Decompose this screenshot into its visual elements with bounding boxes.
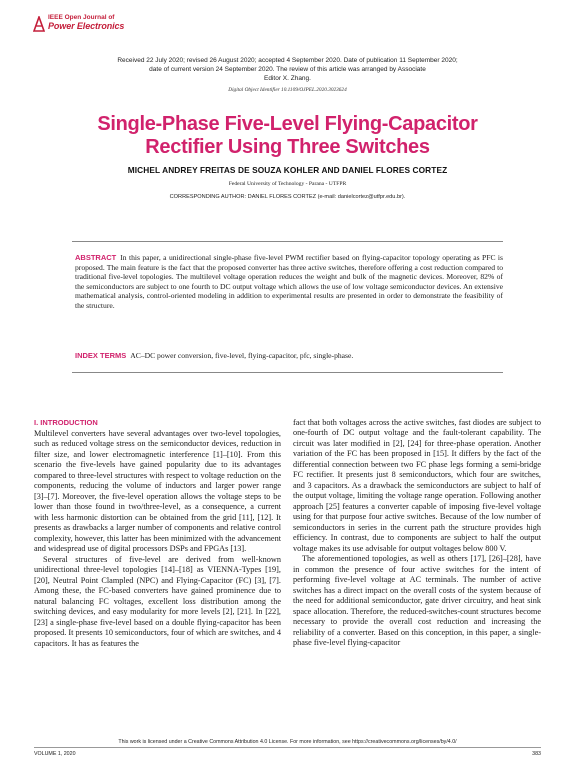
authors: MICHEL ANDREY FREITAS DE SOUZA KOHLER AND DANIEL FLORES CORTEZ bbox=[127, 165, 448, 175]
index-terms bbox=[75, 351, 503, 361]
volume-label: VOLUME 1, 2020 bbox=[34, 751, 76, 757]
paragraph: Several structures of five-level are derived from well-known unidirectional three-level topologies [14]–[18] as VIENNA-Types [19], [20], Neutral Point Clampled (NPC) and Flying-Capacitor (FC) [3], [7]. Among these, the FC-based converters have gained prominence due to natural balancing FC voltages, excellent loss distribution among the switching devices, and easy modularity for more levels [2], [21]. In [22], [23] a single-phase five-level based on a double flying-capacitor has been proposed. It presents 10 semiconductors, four of which are switches, and 4 capacitors. It has as features the bbox=[34, 554, 281, 648]
abstract-bottom-rule bbox=[72, 372, 503, 373]
index-terms-text: AC–DC power conversion, five-level, flying-capacitor, pfc, single-phase. bbox=[130, 351, 354, 360]
ieee-logo-icon bbox=[33, 16, 45, 32]
affiliation: Federal University of Technology - Parana - UTFPR bbox=[228, 181, 347, 187]
paragraph: The aforementioned topologies, as well as others [17], [26]–[28], have in common the presence of four active switches for the intent of performing five-level voltage at AC terminals. The number of active switches has a direct impact on the overall costs of the system because of the need for additional semiconductor, gate driver circuitry, and heat sink space allocation. Therefore, the reduced-switches-count structures become necessary to provide the overall cost reduction and increasing the reliability of a converter. Based on this conception, in this paper, a single-phase five-level flying-capacitor bbox=[293, 554, 541, 648]
journal-name-top: IEEE Open Journal of bbox=[48, 14, 115, 21]
received-line-1: Received 22 July 2020; revised 26 August 2020; accepted 4 September 2020. Date of publication 11 September 2020; bbox=[117, 57, 458, 64]
paragraph: fact that both voltages across the active switches, fast diodes are subject to one-fourth of DC output voltage and the fault-tolerant capability. The circuit was later modified in [2], [24] for three-phase operation. Another variation of the FC has been proposed in [15]. It differs by the fact of the differential connection between two FC phase legs forming a semi-bridge FC rectifier. It presents just 8 semiconductors, which four are switches, and 3 capacitors. As a drawback the semiconductors are subject to half of the output voltage, limiting the voltage range operation. Following another approach [25] features a converter capable of imposing five-level voltage using for that purpose four active switches. Because of the low number of semiconductors in series in the current path the structure provides high efficiency. In contrast, due to components are subject to half the output voltage makes its use advisable for output voltages below 800 V. bbox=[293, 418, 541, 553]
doi-line: Digital Object Identifier 10.1109/OJPEL.2020.3023624 bbox=[228, 87, 347, 93]
footer-rule bbox=[34, 747, 541, 748]
index-terms-heading: INDEX TERMS bbox=[75, 351, 127, 360]
paper-title bbox=[40, 113, 535, 159]
abstract-text: In this paper, a unidirectional single-phase five-level PWM rectifier based on flying-capacitor topology operating as PFC is proposed. The main feature is the fact that the proposed converter has three active switches, therefore offering a cost reduction compared to traditional five-level topologies. The multilevel voltage operation reduces the weight and bulk of the magnetic devices. Moreover, 82% of the semiconductors are subject to one fourth to DC output voltage which allows the use of low voltage semiconductor devices. An extensive mathematical analysis, control-oriented modeling in addition to experimental results are presented in order to demonstrate the feasibility of the structure. bbox=[75, 253, 503, 310]
paragraph: Multilevel converters have several advantages over two-level topologies, such as reduced voltage stress on the semiconductor devices, reduction in filter size, and lower electromagnetic interference [1]–[10]. From this scenario the five-levels have gained popularity due to its advantages compared to three-level structures with respect to voltage reduction on the components, reducing the volume of inductors and larger power range [3]–[7]. Moreover, the five-level operation allows the voltage steps to be lower than those found in two/three-level, as a consequence, a current with less harmonic distortion can be obtained from the grid [11], [12]. It presents as drawbacks a larger number of components and relative control complexity, however, this latter has been minimized with the advancement and widespread use of digital processors DSPs and FPGAs [13]. bbox=[34, 429, 281, 554]
license-note: This work is licensed under a Creative Commons Attribution 4.0 License. For more information, see https://creativecommons.org/licenses/by/4.0/ bbox=[118, 739, 457, 745]
journal-logo bbox=[33, 14, 153, 38]
body-column-right bbox=[293, 418, 541, 649]
publication-dates bbox=[60, 57, 515, 83]
journal-name-main: Power Electronics bbox=[48, 21, 125, 31]
body-column-left bbox=[34, 429, 281, 649]
received-line-3: Editor X. Zhang. bbox=[264, 74, 311, 82]
corresponding-author: CORRESPONDING AUTHOR: DANIEL FLORES CORTEZ (e-mail: danielcortez@utfpr.edu.br). bbox=[169, 194, 406, 200]
title-line-2: Rectifier Using Three Switches bbox=[145, 136, 430, 158]
page-number: 383 bbox=[532, 751, 541, 757]
received-line-2: date of current version 24 September 2020. The review of this article was arranged by Associate bbox=[149, 65, 426, 73]
abstract-heading: ABSTRACT bbox=[75, 253, 117, 262]
section-heading: I. INTRODUCTION bbox=[34, 418, 98, 427]
title-line-1: Single-Phase Five-Level Flying-Capacitor bbox=[97, 113, 478, 135]
abstract-top-rule bbox=[72, 241, 503, 242]
abstract bbox=[75, 253, 503, 310]
